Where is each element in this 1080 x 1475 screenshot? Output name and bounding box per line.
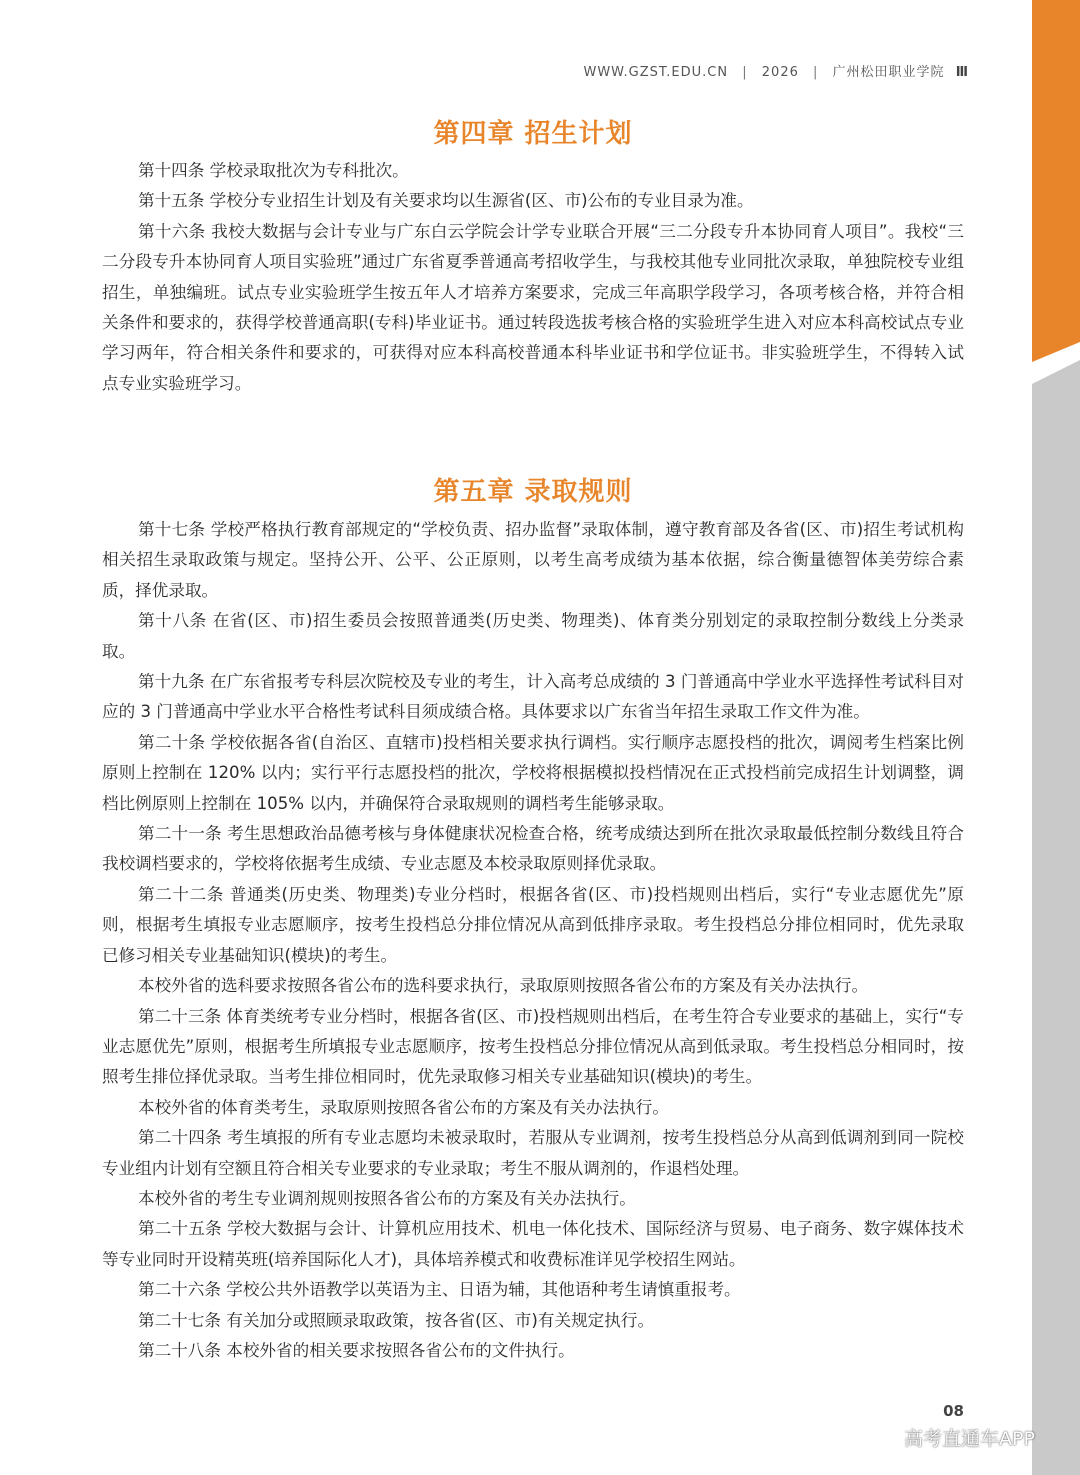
article-24: 第二十四条 考生填报的所有专业志愿均未被录取时，若服从专业调剂，按考生投档总分从高到低调剂到同一院校专业组内计划有空额且符合相关专业要求的专业录取；考生不服从调剂的，作退档处理。 [102, 1128, 964, 1178]
article-27: 第二十七条 有关加分或照顾录取政策，按各省(区、市)有关规定执行。 [138, 1310, 655, 1330]
article-22-note: 本校外省的选科要求按照各省公布的选科要求执行，录取原则按照各省公布的方案及有关办法执行。 [138, 976, 869, 996]
grey-band-segment [1032, 360, 1080, 1475]
article-18: 第十八条 在省(区、市)招生委员会按照普通类(历史类、物理类)、体育类分别划定的录取控制分数线上分类录取。 [102, 611, 964, 661]
article-15: 第十五条 学校分专业招生计划及有关要求均以生源省(区、市)公布的专业目录为准。 [138, 191, 754, 211]
article-23: 第二十三条 体育类统考专业分档时，根据各省(区、市)投档规则出档后，在考生符合专业要求的基础上，实行“专业志愿优先”原则，根据考生所填报专业志愿顺序，按考生投档总分排位情况从高到低录取。考生投档总分相同时，按照考生排位择优录取。当考生排位相同时，优先录取修习相关专业基础知识(模块)的考生。 [102, 1006, 964, 1087]
article-28: 第二十八条 本校外省的相关要求按照各省公布的文件执行。 [138, 1340, 575, 1360]
header-year: 2026 [761, 65, 799, 80]
header-bars-icon: Ⅲ [955, 65, 968, 80]
chapter-5-body [102, 515, 964, 1366]
article-19: 第十九条 在广东省报考专科层次院校及专业的考生，计入高考总成绩的 3 门普通高中学业水平选择性考试科目对应的 3 门普通高中学业水平合格性考试科目须成绩合格。具体要求以广东省当年招生录取工作文件为准。 [102, 672, 964, 722]
page-number: 08 [943, 1402, 964, 1420]
article-22: 第二十二条 普通类(历史类、物理类)专业分档时，根据各省(区、市)投档规则出档后，实行“专业志愿优先”原则，根据考生填报专业志愿顺序，按考生投档总分排位情况从高到低排序录取。考生投档总分排位相同时，优先录取已修习相关专业基础知识(模块)的考生。 [102, 884, 964, 965]
article-14: 第十四条 学校录取批次为专科批次。 [138, 161, 409, 180]
header-separator: | [742, 65, 748, 80]
article-20: 第二十条 学校依据各省(自治区、直辖市)投档相关要求执行调档。实行顺序志愿投档的批次，调阅考生档案比例原则上控制在 120% 以内；实行平行志愿投档的批次，学校将根据模拟投档情况在正式投档前完成招生计划调整，调档比例原则上控制在 105% 以内，并确保符合录取规则的调档考生能够录取。 [102, 732, 964, 813]
page-header [583, 61, 968, 80]
article-26: 第二十六条 学校公共外语教学以英语为主、日语为辅，其他语种考生请慎重报考。 [138, 1280, 741, 1300]
header-separator: | [813, 65, 819, 80]
article-25: 第二十五条 学校大数据与会计、计算机应用技术、机电一体化技术、国际经济与贸易、电子商务、数字媒体技术等专业同时开设精英班(培养国际化人才)，具体培养模式和收费标准详见学校招生网站。 [102, 1219, 964, 1269]
website-url: WWW.GZST.EDU.CN [583, 65, 729, 80]
school-name: 广州松田职业学院 [832, 65, 945, 80]
watermark-text: 高考直通车APP [904, 1428, 1035, 1450]
article-23-note: 本校外省的体育类考生，录取原则按照各省公布的方案及有关办法执行。 [138, 1097, 669, 1117]
chapter-4-title: 第四章 招生计划 [433, 119, 633, 149]
article-24-note: 本校外省的考生专业调剂规则按照各省公布的方案及有关办法执行。 [138, 1188, 636, 1208]
article-21: 第二十一条 考生思想政治品德考核与身体健康状况检查合格，统考成绩达到所在批次录取最低控制分数线且符合我校调档要求的，学校将依据考生成绩、专业志愿及本校录取原则择优录取。 [102, 824, 964, 874]
chapter-4-body [102, 156, 964, 399]
article-16: 第十六条 我校大数据与会计专业与广东白云学院会计学专业联合开展“三二分段专升本协同育人项目”。我校“三二分段专升本协同育人项目实验班”通过广东省夏季普通高考招收学生，与我校其他专业同批次录取，单独院校专业组招生，单独编班。试点专业实验班学生按五年人才培养方案要求，完成三年高职学段学习，各项考核合格，并符合相关条件和要求的，获得学校普通高职(专科)毕业证书。通过转段选拔考核合格的实验班学生进入对应本科高校试点专业学习两年，符合相关条件和要求的，可获得对应本科高校普通本科毕业证书和学位证书。非实验班学生，不得转入试点专业实验班学习。 [102, 221, 964, 393]
chapter-5-title: 第五章 录取规则 [433, 477, 633, 507]
article-17: 第十七条 学校严格执行教育部规定的“学校负责、招办监督”录取体制，遵守教育部及各省(区、市)招生考试机构相关招生录取政策与规定。坚持公开、公平、公正原则，以考生高考成绩为基本依据，综合衡量德智体美劳综合素质，择优录取。 [102, 520, 964, 600]
orange-band-segment [1032, 0, 1080, 362]
decorative-side-band [1032, 0, 1080, 1475]
